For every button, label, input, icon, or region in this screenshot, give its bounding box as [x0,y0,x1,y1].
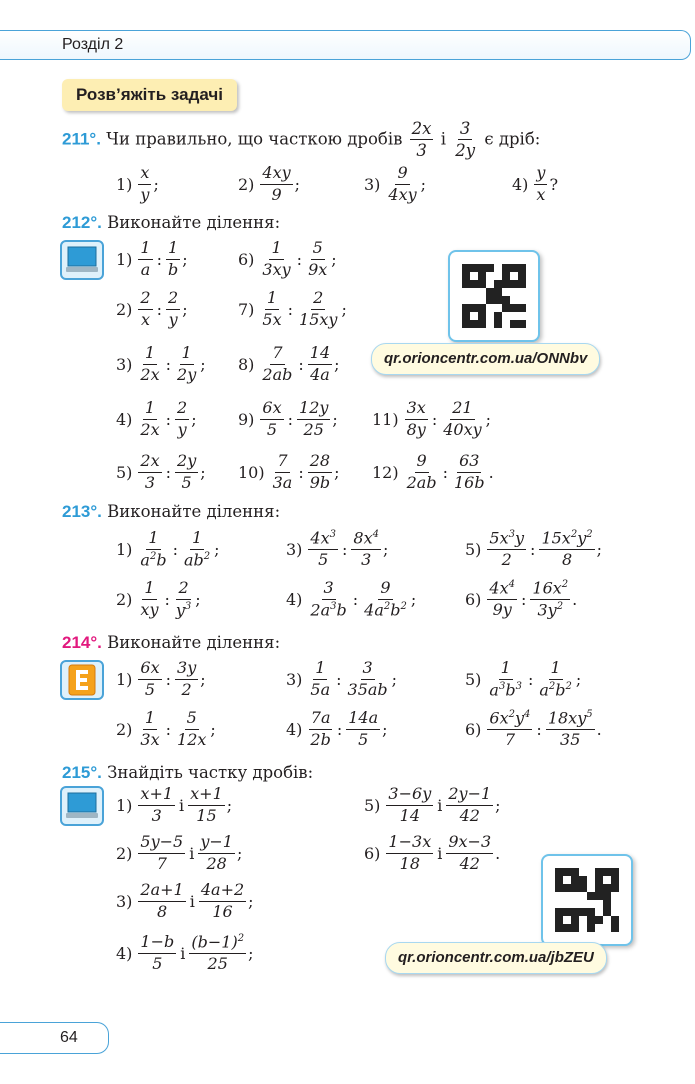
item-211-4: 4) $\frac{y}{x}$ ? [512,163,559,204]
problem-text-end: є дріб: [484,129,541,149]
section-tag: Розв’яжіть задачі [62,79,237,111]
page-number-box [0,1022,109,1054]
problem-213 [62,503,280,521]
item-213-3: 3) $\frac{4x^3}{5}$ : $\frac{8x^4}{3}$ ; [286,528,389,570]
qr-link-2[interactable]: qr.orioncentr.com.ua/jbZEU [385,942,607,974]
word-and: і [440,129,447,149]
item-214-5: 5) $\frac{1}{a^3b^3}$ : $\frac{1}{a^2b^2}$ ; [465,658,582,700]
problem-211 [62,120,540,160]
item-212-8: 8) $\frac{7}{2ab}$ : $\frac{14}{4a}$ ; [238,343,340,384]
fraction: $\frac{2x}{3}$ [411,119,432,161]
problem-text: Виконайте ділення: [107,502,281,521]
item-212-10: 10) $\frac{7}{3a}$ : $\frac{28}{9b}$ ; [238,451,340,492]
item-213-1: 1) $\frac{1}{a^2b}$ : $\frac{1}{ab^2}$ ; [116,528,220,570]
qr-code-2[interactable] [541,854,633,946]
item-214-4: 4) $\frac{7a}{2b}$ : $\frac{14a}{5}$ ; [286,708,388,749]
qr-code-1[interactable] [448,250,540,342]
item-212-9: 9) $\frac{6x}{5}$ : $\frac{12y}{25}$ ; [238,398,338,439]
item-214-2: 2) $\frac{1}{3x}$ : $\frac{5}{12x}$ ; [116,708,216,749]
item-211-2: 2) $\frac{4xy}{9}$ ; [238,163,301,204]
problem-number: 211°. [62,129,101,149]
chapter-title: Розділ 2 [62,36,124,53]
qr-link-1[interactable]: qr.orioncentr.com.ua/ONNbv [371,343,600,375]
problem-text: Знайдіть частку дробів: [107,763,314,782]
item-214-3: 3) $\frac{1}{5a}$ : $\frac{3}{35ab}$ ; [286,658,398,699]
item-212-1: 1) $\frac{1}{a}$ : $\frac{1}{b}$ ; [116,238,188,279]
item-215-4: 4) $\frac{1-b}{5}$ і $\frac{(b-1)^2}{25}$ ; [116,932,254,974]
item-213-2: 2) $\frac{1}{xy}$ : $\frac{2}{y^3}$ ; [116,578,201,620]
item-212-2: 2) $\frac{2}{x}$ : $\frac{2}{y}$ ; [116,288,188,329]
item-212-11: 11) $\frac{3x}{8y}$ : $\frac{21}{40xy}$ ; [372,398,492,439]
item-215-1: 1) $\frac{x+1}{3}$ і $\frac{x+1}{15}$ ; [116,784,233,825]
item-212-7: 7) $\frac{1}{5x}$ : $\frac{2}{15xy}$ ; [238,288,347,329]
item-213-6: 6) $\frac{4x^4}{9y}$ : $\frac{16x^2}{3y^2}$ . [465,578,578,620]
item-214-6: 6) $\frac{6x^2y^4}{7}$ : $\frac{18xy^5}{35}$ . [465,708,602,750]
computer-icon [60,240,104,280]
item-215-3: 3) $\frac{2a+1}{8}$ і $\frac{4a+2}{16}$ ; [116,880,254,921]
item-212-3: 3) $\frac{1}{2x}$ : $\frac{1}{2y}$ ; [116,343,206,384]
page-number: 64 [60,1029,78,1046]
item-213-4: 4) $\frac{3}{2a^3b}$ : $\frac{9}{4a^2b^2}$ ; [286,578,417,620]
problem-text: Чи правильно, що часткою дробів [106,129,403,149]
fraction: $\frac{3}{2y}$ [455,119,476,161]
item-212-12: 12) $\frac{9}{2ab}$ : $\frac{63}{16b}$ . [372,451,494,492]
item-212-6: 6) $\frac{1}{3xy}$ : $\frac{5}{9x}$ ; [238,238,337,279]
qr-code-icon [462,264,526,328]
item-214-1: 1) $\frac{6x}{5}$ : $\frac{3y}{2}$ ; [116,658,206,699]
problem-number: 215°. [62,763,102,782]
problem-text: Виконайте ділення: [107,213,281,232]
problem-number: 212°. [62,213,102,232]
e-letter-icon [60,660,104,700]
computer-icon [60,786,104,826]
item-212-5: 5) $\frac{2x}{3}$ : $\frac{2y}{5}$ ; [116,451,206,492]
problem-212 [62,214,280,232]
problem-number: 213°. [62,502,102,521]
item-215-6: 6) $\frac{1-3x}{18}$ і $\frac{9x-3}{42}$ . [364,832,501,873]
item-215-5: 5) $\frac{3-6y}{14}$ і $\frac{2y-1}{42}$ ; [364,784,501,825]
item-211-1: 1) $\frac{x}{y}$ ; [116,163,159,204]
item-213-5: 5) $\frac{5x^3y}{2}$ : $\frac{15x^2y^2}{8}$ ; [465,528,603,570]
problem-text: Виконайте ділення: [107,633,281,652]
item-212-4: 4) $\frac{1}{2x}$ : $\frac{2}{y}$ ; [116,398,197,439]
item-215-2: 2) $\frac{5y-5}{7}$ і $\frac{y-1}{28}$ ; [116,832,243,873]
problem-215 [62,764,313,782]
item-211-3: 3) $\frac{9}{4xy}$ ; [364,163,427,204]
problem-214 [62,634,280,652]
qr-code-icon [555,868,619,932]
problem-number: 214°. [62,633,102,652]
